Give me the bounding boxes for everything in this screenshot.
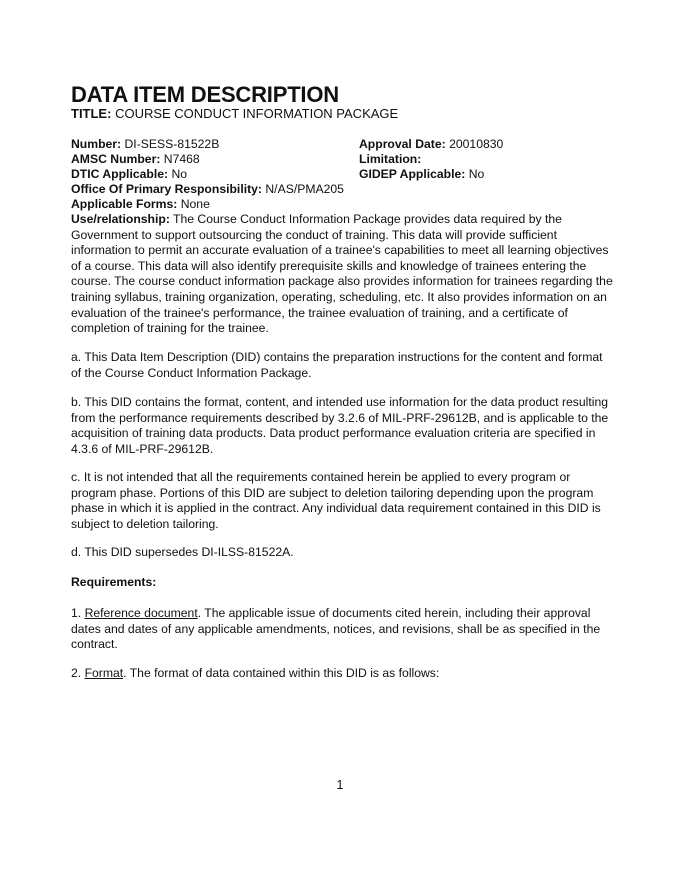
opr-value: N/AS/PMA205 xyxy=(265,182,344,196)
number-label: Number: xyxy=(71,137,122,151)
gidep-value: No xyxy=(468,167,485,181)
paragraph-d: d. This DID supersedes DI-ILSS-81522A. xyxy=(71,545,294,559)
gidep-label: GIDEP Applicable: xyxy=(359,167,466,181)
requirements-heading xyxy=(71,575,616,591)
opr-field xyxy=(71,182,344,197)
requirement-1-number: 1. xyxy=(71,606,82,620)
number-field xyxy=(71,137,219,152)
requirements-heading-text: Requirements: xyxy=(71,575,157,589)
limitation-field xyxy=(359,152,421,167)
applicable-forms-value: None xyxy=(180,197,210,211)
applicable-forms-field xyxy=(71,197,210,212)
document-heading: DATA ITEM DESCRIPTION xyxy=(71,82,339,107)
applicable-forms-label: Applicable Forms: xyxy=(71,197,178,211)
requirement-2-text: . The format of data contained within this DID is as follows: xyxy=(123,666,440,680)
approval-date-value: 20010830 xyxy=(449,137,504,151)
opr-label: Office Of Primary Responsibility: xyxy=(71,182,262,196)
gidep-field xyxy=(359,167,484,182)
requirement-1-title: Reference document xyxy=(84,606,198,620)
paragraph-a: a. This Data Item Description (DID) contains the preparation instructions for the content and format of the Course Conduct Information Package. xyxy=(71,350,603,380)
document-title xyxy=(71,106,398,121)
number-value: DI-SESS-81522B xyxy=(124,137,220,151)
dtic-value: No xyxy=(171,167,188,181)
dtic-label: DTIC Applicable: xyxy=(71,167,169,181)
limitation-label: Limitation: xyxy=(359,152,422,166)
paragraph-b: b. This DID contains the format, content, and intended use information for the data product resulting from the performance requirements described by 3.2.6 of MIL-PRF-29612B, and is applicable to the acquisition of training data products. Data product performance evaluation criteria are specified in 4.3.6 of MIL-PRF-29612B. xyxy=(71,395,609,456)
amsc-number-value: N7468 xyxy=(163,152,200,166)
requirement-2 xyxy=(71,666,616,682)
use-relationship-text: The Course Conduct Information Package provides data required by the Government to support outsourcing the conduct of training. This data will provide sufficient information to permit an accurate evaluation of a trainee's capabilities to meet all learning objectives of a course. This data will also identify prerequisite skills and knowledge of trainees entering the course. The course conduct information package also provides information for trainees regarding the training syllabus, training organization, operating, scheduling, etc. It also provides information on an evaluation of the trainee's performance, the trainee evaluation of training, and a certificate of completion of training for the trainee. xyxy=(71,212,613,336)
requirement-2-title: Format xyxy=(84,666,124,680)
amsc-number-field xyxy=(71,152,200,167)
dtic-field xyxy=(71,167,187,182)
amsc-number-label: AMSC Number: xyxy=(71,152,161,166)
paragraph-c: c. It is not intended that all the requirements contained herein be applied to every program or program phase. Portions of this DID are subject to deletion tailoring depending upon the program phase in which it is applied in the contract. Any individual data requirement contained in this DID is subject to deletion tailoring. xyxy=(71,470,601,531)
page-number: 1 xyxy=(336,778,344,792)
requirement-1-text: . The applicable issue of documents cited herein, including their approval dates and dates of any applicable amendments, notices, and revisions, shall be as specified in the contract. xyxy=(71,606,601,652)
requirement-1 xyxy=(71,606,616,653)
approval-date-field xyxy=(359,137,503,152)
title-value: COURSE CONDUCT INFORMATION PACKAGE xyxy=(115,106,399,121)
use-relationship-label: Use/relationship: xyxy=(71,212,170,226)
use-relationship-paragraph xyxy=(71,212,616,337)
approval-date-label: Approval Date: xyxy=(359,137,446,151)
title-label: TITLE: xyxy=(71,106,112,121)
requirement-2-number: 2. xyxy=(71,666,82,680)
